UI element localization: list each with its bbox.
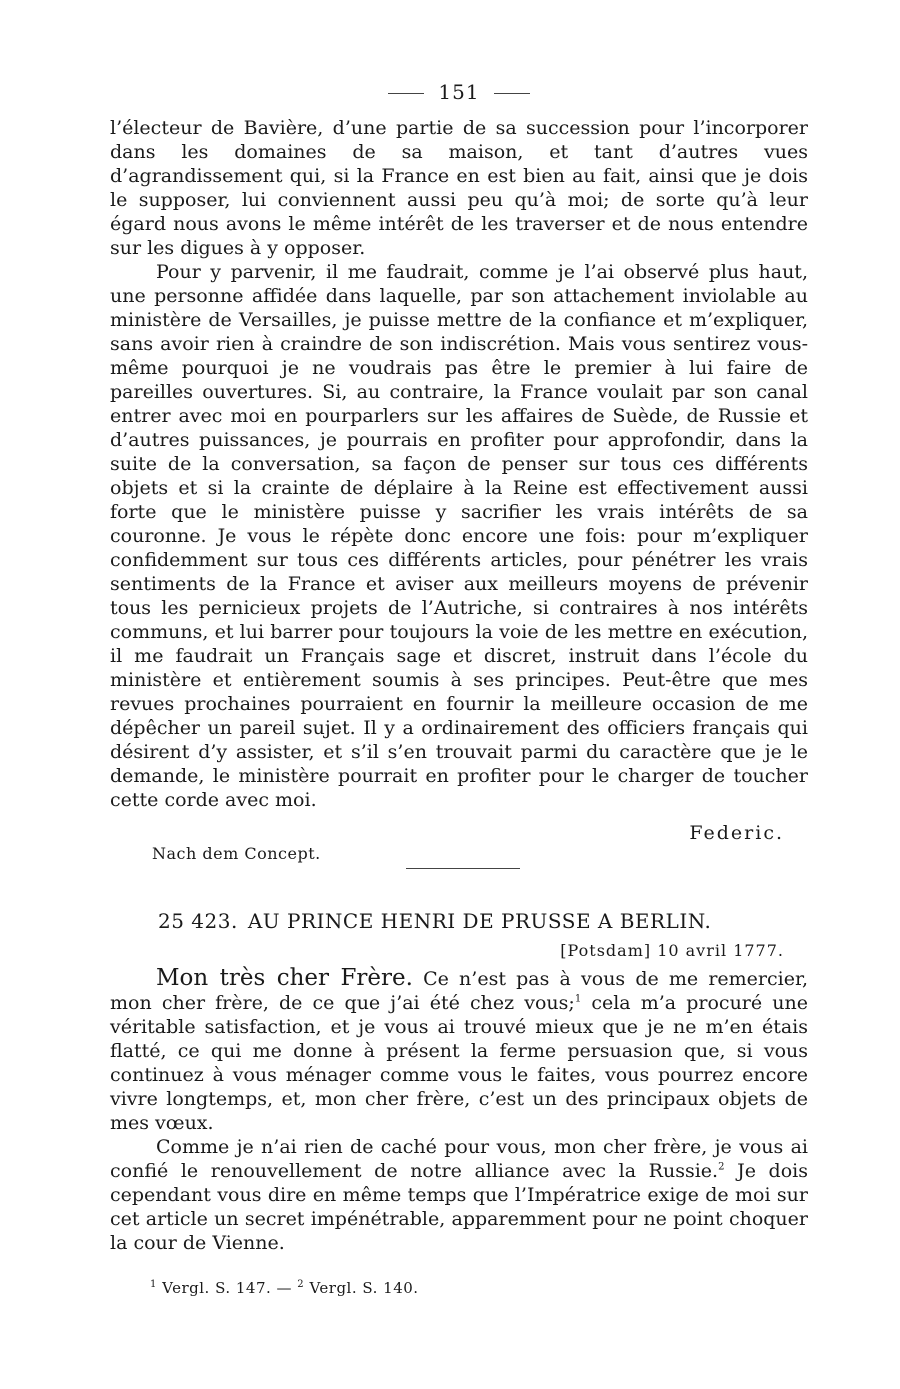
letter-p2-text-a: Comme je n’ai rien de caché pour vous, mon cher frère, je vous ai confié le renouvellement de notre alliance avec la Russie.	[110, 1136, 808, 1182]
footnote-ref-2: 2	[718, 1161, 725, 1173]
page-number-rule-right	[494, 93, 530, 94]
footnote-1-text: Vergl. S. 147. —	[156, 1279, 298, 1297]
page-number	[110, 80, 808, 104]
letter-p1-text-a: Ce n’est pas à vous de me remercier, mon cher frère, de ce que j’ai été chez vous;	[110, 968, 808, 1014]
page-number-rule-left	[388, 93, 424, 94]
footnote-1-mark: 1	[150, 1279, 157, 1290]
section-divider	[406, 868, 520, 869]
letter-p2-text-b: Je dois cependant vous dire en même temps que l’Impératrice exige de moi sur cet article un secret impénétrable, apparemment pour ne point choquer la cour de Vienne.	[110, 1160, 808, 1254]
letter-title: AU PRINCE HENRI DE PRUSSE A BERLIN.	[247, 909, 712, 933]
signature: Federic.	[689, 822, 784, 844]
letter-p1-text-b: cela m’a procuré une véritable satisfaction, et je vous ai trouvé mieux que je ne m’en étais flatté, ce qui me donne à présent la ferme persuasion que, si vous continuez à vous ménager comme vous le faites, vous pourrez encore vivre longtemps, et, mon cher frère, c’est un des principaux objets de mes vœux.	[110, 992, 808, 1134]
letter-salutation: Mon très cher Frère.	[156, 965, 413, 991]
page-number-text: 151	[438, 80, 480, 104]
letter-number: 25 423.	[158, 909, 238, 933]
footnote-2-text: Vergl. S. 140.	[304, 1279, 419, 1297]
letter-dateline: [Potsdam] 10 avril 1777.	[560, 941, 784, 960]
footnote-2-mark: 2	[297, 1279, 305, 1290]
continued-paragraph: l’électeur de Bavière, d’une partie de sa succession pour l’incorporer dans les domaines de sa maison, et tant d’autres vues d’agrandissement qui, si la France en est bien au fait, ainsi que je dois le supposer, lui conviennent aussi peu qu’à moi; de sorte qu’à leur égard nous avons le même intérêt de les traverser et de nous entendre sur les digues à y opposer.	[110, 117, 808, 259]
body-paragraph: Pour y parvenir, il me faudrait, comme je l’ai observé plus haut, une personne affidée dans laquelle, par son attachement inviolable au ministère de Versailles, je puisse mettre de la confiance et m’expliquer, sans avoir rien à craindre de son indiscrétion. Mais vous sentirez vous-même pourquoi je ne voudrais pas être le premier à lui faire de pareilles ouvertures. Si, au contraire, la France voulait par son canal entrer avec moi en pourparlers sur les affaires de Suède, de Russie et d’autres puissances, je pourrais en profiter pour approfondir, dans la suite de la conversation, sa façon de penser sur tous ces différents objets et si la crainte de déplaire à la Reine est effectivement aussi forte que le ministère puisse y sacrifier les vrais intérêts de sa couronne. Je vous le répète donc encore une fois: pour m’expliquer confidemment sur tous ces différents articles, pour pénétrer les vrais sentiments de la France et aviser aux meilleurs moyens de prévenir tous les pernicieux projets de l’Autriche, si contraires à nos intérêts communs, et lui barrer pour toujours la voie de les mettre en exécution, il me faudrait un Français sage et discret, instruit dans l’école du ministère et entièrement soumis à ses principes. Peut-être que mes revues prochaines pourraient en fournir la meilleure occasion de me dépêcher un pareil sujet. Il y a ordinairement des officiers français qui désirent d’y assister, et s’il s’en trouvait parmi du caractère que je le demande, le ministère pourrait en profiter pour le charger de toucher cette corde avec moi.	[110, 261, 808, 811]
letter-paragraph-1	[110, 966, 808, 1135]
letter-paragraph-2	[110, 1135, 808, 1255]
source-note: Nach dem Concept.	[152, 844, 321, 863]
footnotes	[150, 1279, 808, 1297]
letter-heading	[158, 909, 808, 933]
book-page	[110, 80, 808, 1297]
signature-block	[110, 822, 808, 868]
footnote-ref-1: 1	[574, 993, 582, 1005]
